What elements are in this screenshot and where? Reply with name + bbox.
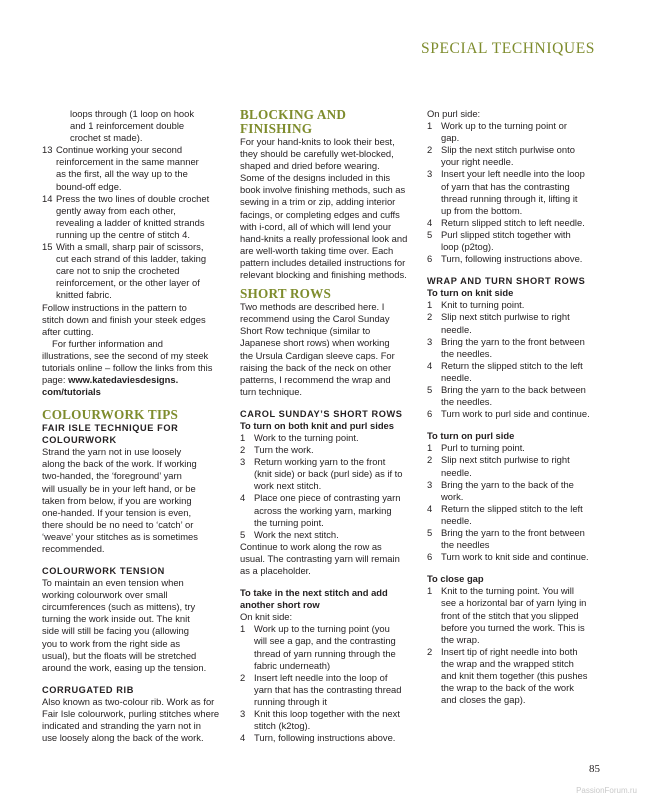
step-number: 15 [42,241,53,253]
close-gap-steps [427,585,609,706]
list-item [427,168,609,216]
list-item [240,708,420,732]
list-item [427,585,609,645]
step-number: 5 [427,527,433,538]
page-number: 85 [589,763,600,775]
list-item [427,253,609,265]
step-text: With a small, sharp pair of scissors, cut each strand of this ladder, taking care not to snip the crocheted reinforcement, or the other layer of knitted fabric. [56,241,207,301]
step-text: Bring the yarn to the front between the needles [441,527,585,551]
list-item [427,299,609,311]
purl-side-steps [427,120,609,265]
step-text: Work up to the turning point or gap. [441,120,567,144]
list-item [240,732,420,744]
step-text: Knit to the turning point. You will see a horizontal bar of yarn lying in front of the stitch that you slipped before you turned the work. This is the wrap. [441,585,587,645]
carol-steps [240,432,420,541]
take-in-steps [240,623,420,744]
step-text: Continue working your second reinforcement in the same manner as the first, all the way up to the bound-off edge. [56,144,199,192]
list-item [427,408,609,420]
step-text: Turn work to purl side and continue. [441,408,590,420]
step-text: Work up to the turning point (you will see a gap, and the contrasting thread of yarn running through the fabric underneath) [254,623,396,671]
list-item [42,144,232,192]
colourwork-tips-heading: COLOURWORK TIPS [42,407,179,423]
list-item [427,527,609,551]
fair-isle-text: Strand the yarn not in use loosely along the back of the work. If working two-handed, the ‘foreground’ yarn will usually be in your left hand, or be taken from below, if you are working one-handed. If your tension is even, there should be no need to ‘catch’ or ‘weave’ your stitches as is sometimes recommended. [42,446,198,554]
list-item [240,432,420,444]
step-number: 3 [427,478,433,490]
short-rows-text: Two methods are described here. I recommend using the Carol Sunday Short Row technique (similar to Japanese short rows) when working the Ursula Cardigan sleeve caps. For raising the back of the neck on other patterns, I recommend the wrap and turn technique. [240,301,395,397]
step-number: 13 [42,144,53,156]
list-item [427,503,609,527]
step-number: 1 [427,299,433,311]
column-1 [42,108,232,744]
step-text: Knit this loop together with the next stitch (k2tog). [254,708,400,732]
step-text: Insert your left needle into the loop of yarn that has the contrasting thread running through it, lifting it up from the bottom. [441,168,585,216]
step-text: Return the slipped stitch to the left needle. [441,502,583,526]
list-item [240,623,420,671]
step-number: 5 [240,528,246,540]
step-number: 5 [427,383,433,395]
colourwork-tension-heading: COLOURWORK TENSION [42,566,165,577]
step-text: Insert left needle into the loop of yarn that has the contrasting thread running through it [254,671,402,707]
step-text: Return the slipped stitch to the left needle. [441,359,583,383]
list-item [240,492,420,528]
colourwork-tension-text: To maintain an even tension when working colourwork over small circumferences (such as mittens), try turning the work inside out. The knit side will still be facing you (allowing you to work from the right side as usual), but the floats will be stretched around the work, easing up the tension. [42,577,207,673]
step-number: 2 [240,444,246,456]
step-number: 4 [427,502,433,514]
knit-side-label: On knit side: [240,611,293,623]
step-number: 6 [427,253,433,265]
step-text: Knit to turning point. [441,299,525,311]
step-text: Turn work to knit side and continue. [441,551,589,563]
corrugated-rib-text: Also known as two-colour rib. Work as for Fair Isle colourwork, purling stitches where indicated and stranding the yarn not in use loosely along the back of the work. [42,695,220,744]
list-item [427,551,609,563]
step-number: 3 [427,335,433,347]
step-text: Bring the yarn to the front between the needles. [441,335,585,359]
list-item [240,529,420,541]
step-text: Insert tip of right needle into both the wrap and the wrapped stitch and knit them together (this pushes the wrap to the back of the work and closes the gap). [441,645,588,706]
step-number: 4 [427,359,433,371]
wrap-turn-heading: WRAP AND TURN SHORT ROWS [427,276,586,287]
turn-knit-subheading: To turn on knit side [427,287,514,299]
list-item [427,120,609,144]
list-item [42,241,232,301]
step-number: 3 [240,456,246,468]
carol-sunday-subheading: To turn on both knit and purl sides [240,419,394,431]
list-item [427,384,609,408]
step-text: Bring the yarn to the back between the needles. [441,383,586,408]
follow-instructions: Follow instructions in the pattern to stitch down and finish your steek edges after cutting. [42,301,206,337]
list-item [427,229,609,253]
list-item [240,672,420,708]
list-item [427,144,609,168]
step-number: 3 [427,168,433,180]
list-item [240,456,420,492]
further-info: For further information and illustrations, see the second of my steek tutorials online – follow the links from this page: www.katedaviesdesigns. com/tutorials [42,337,213,398]
tutorial-link-end[interactable]: com/tutorials [42,386,101,398]
step-number: 6 [427,408,433,420]
turn-knit-steps [427,299,609,420]
step-number: 14 [42,192,53,204]
step-number: 4 [240,732,246,744]
step-text: Purl to turning point. [441,442,525,454]
step-number: 6 [427,551,433,563]
step-text: Slip next stitch purlwise to right needle. [441,454,570,478]
turn-purl-subheading: To turn on purl side [427,430,515,442]
list-item [427,646,609,706]
page-header: SPECIAL TECHNIQUES [421,40,595,57]
step-number: 2 [427,645,433,657]
step-number: 3 [240,708,246,720]
step-number: 1 [240,623,246,635]
tutorial-link[interactable]: www.katedaviesdesigns. [68,374,179,386]
steps-13-15 [42,144,232,301]
column-2 [240,108,420,744]
take-in-heading: To take in the next stitch and add another short row [240,587,388,611]
step-number: 4 [427,216,433,228]
fair-isle-heading: FAIR ISLE TECHNIQUE FOR COLOURWORK [42,423,179,446]
step-number: 2 [427,311,433,323]
step-number: 1 [427,442,433,454]
step-number: 5 [427,228,433,240]
turn-purl-steps [427,442,609,563]
carol-after: Continue to work along the row as usual. The contrasting yarn will remain as a placeholder. [240,540,400,576]
step-text: Place one piece of contrasting yarn across the working yarn, marking the turning point. [254,492,401,528]
list-item [427,336,609,360]
step-text: Work to the turning point. [254,431,359,443]
purl-side-label: On purl side: [427,108,481,119]
list-item [427,311,609,335]
step-text: Purl slipped stitch together with loop (p2tog). [441,228,571,253]
column-3 [427,108,609,706]
step-text: Turn, following instructions above. [441,253,583,265]
list-item [427,442,609,454]
step-number: 1 [427,585,433,597]
step-number: 2 [427,454,433,466]
list-item [427,479,609,503]
step-text: Work the next stitch. [254,528,339,540]
list-item [427,217,609,229]
corrugated-rib-heading: CORRUGATED RIB [42,684,134,695]
close-gap-subheading: To close gap [427,573,484,585]
step-text: Turn, following instructions above. [254,732,396,744]
step-text: Slip next stitch purlwise to right needle. [441,311,570,335]
step-text: Turn the work. [254,444,314,456]
step-number: 4 [240,492,246,504]
step-text: Slip the next stitch purlwise onto your right needle. [441,144,575,168]
step-text: Bring the yarn to the back of the work. [441,478,574,502]
step-number: 1 [240,431,246,443]
watermark: PassionForum.ru [576,786,637,795]
step-number: 2 [240,671,246,683]
list-item [240,444,420,456]
short-rows-heading: SHORT ROWS [240,286,332,302]
step-text: Press the two lines of double crochet gently away from each other, revealing a ladder of knitted strands running up the centre of stitch 4. [56,192,210,240]
carol-sunday-heading: CAROL SUNDAY’S SHORT ROWS [240,408,403,419]
step-number: 2 [427,144,433,156]
list-item [427,360,609,384]
step-text: Return slipped stitch to left needle. [441,216,585,228]
step-text: Return working yarn to the front (knit side) or back (purl side) as if to work next stitch. [254,456,403,492]
step-12-continued: loops through (1 loop on hook and 1 reinforcement double crochet st made). [70,108,195,144]
blocking-heading: BLOCKING AND FINISHING [240,107,347,136]
step-number: 1 [427,120,433,132]
list-item [427,454,609,478]
list-item [42,193,232,241]
blocking-text: For your hand-knits to look their best, they should be carefully wet-blocked, shaped and dried before wearing. Some of the designs included in this book involve finishing methods, such as sewing in a trim or zip, adding interior facings, or completing edges and cuffs with i-cord, all of which will lend your hand-knits a really professional look and are well-worth taking time over. Each pattern includes detailed instructions for relevant blocking and finishing methods. [240,136,408,281]
